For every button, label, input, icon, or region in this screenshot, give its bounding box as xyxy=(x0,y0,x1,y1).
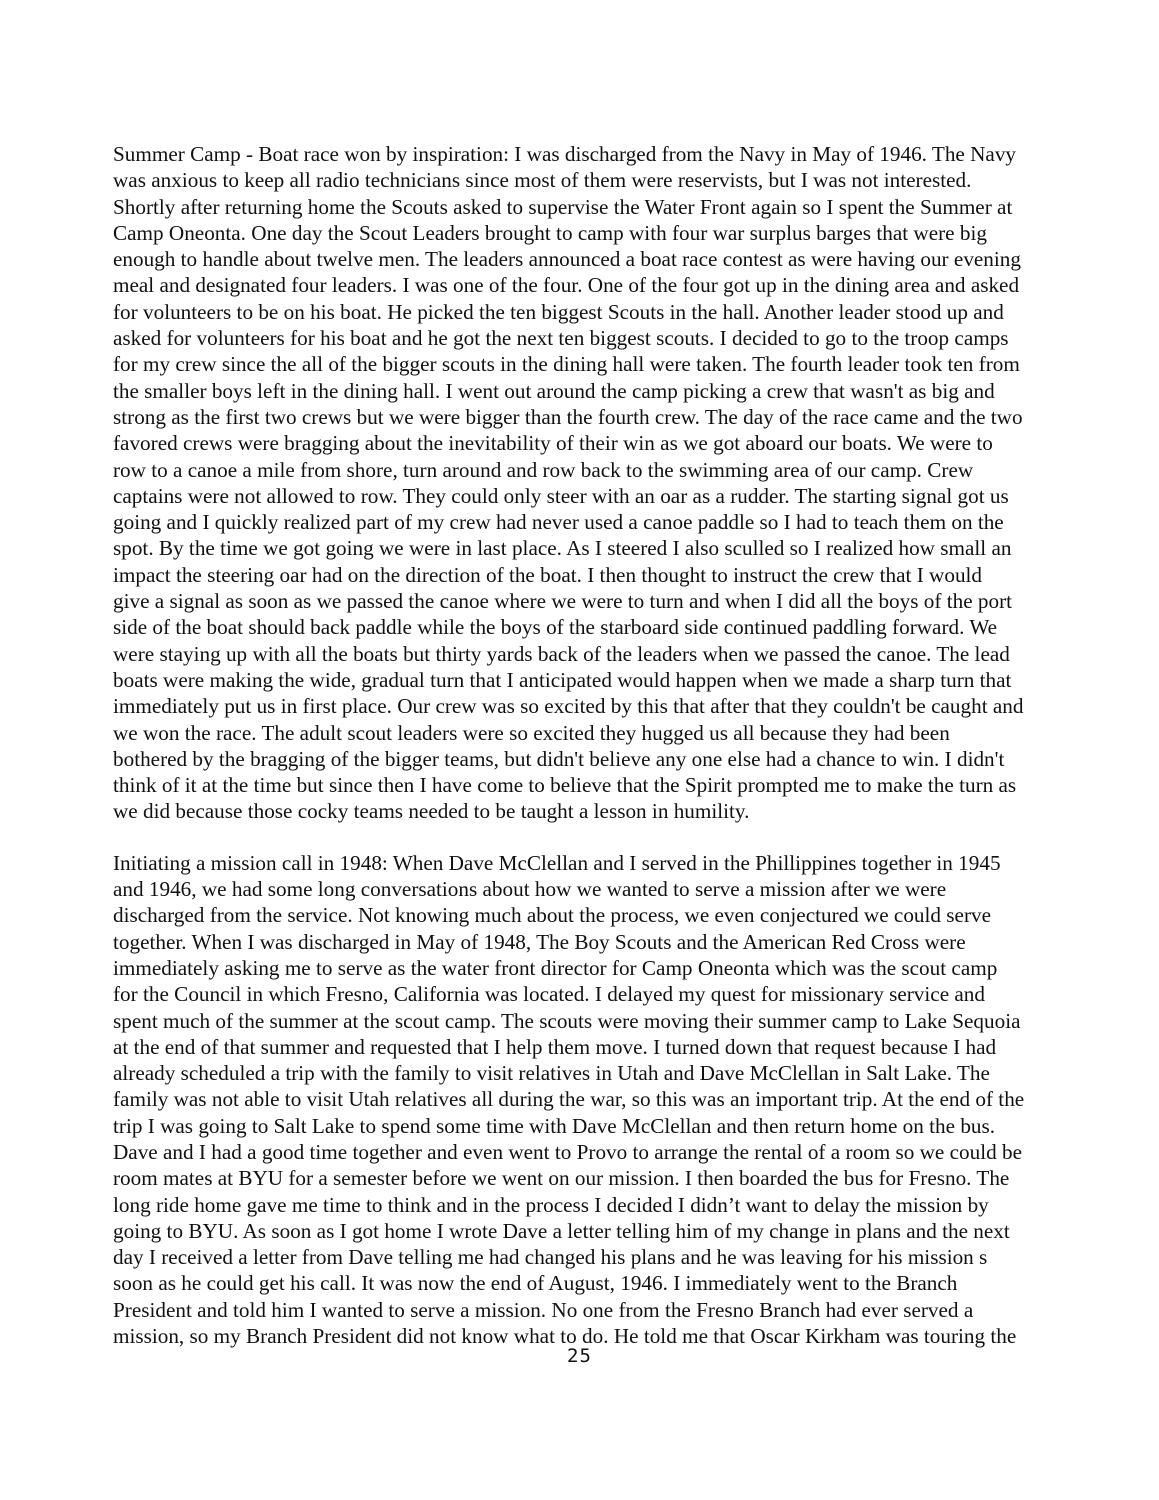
body-text xyxy=(113,141,1103,1349)
page-number: 25 xyxy=(567,1345,592,1367)
paragraph-mission-call: Initiating a mission call in 1948: When Dave McClellan and I served in the Phillippines together in 1945 and 1946, we had some long conversations about how we wanted to serve a mission after we were discharged from the service. Not knowing much about the process, we even conjectured we could serve together. When I was discharged in May of 1948, The Boy Scouts and the American Red Cross were immediately asking me to serve as the water front director for Camp Oneonta which was the scout camp for the Council in which Fresno, California was located. I delayed my quest for missionary service and spent much of the summer at the scout camp. The scouts were moving their summer camp to Lake Sequoia at the end of that summer and requested that I help them move. I turned down that request because I had already scheduled a trip with the family to visit relatives in Utah and Dave McClellan in Salt Lake. The family was not able to visit Utah relatives all during the war, so this was an important trip. At the end of the trip I was going to Salt Lake to spend some time with Dave McClellan and then return home on the bus. Dave and I had a good time together and even went to Provo to arrange the rental of a room so we could be room mates at BYU for a semester before we went on our mission. I then boarded the bus for Fresno. The long ride home gave me time to think and in the process I decided I didn’t want to delay the mission by going to BYU. As soon as I got home I wrote Dave a letter telling him of my change in plans and the next day I received a letter from Dave telling me had changed his plans and he was leaving for his mission s soon as he could get his call. It was now the end of August, 1946. I immediately went to the Branch President and told him I wanted to serve a mission. No one from the Fresno Branch had ever served a mission, so my Branch President did not know what to do. He told me that Oscar Kirkham was touring the xyxy=(113,850,1025,1349)
paragraph-boat-race: Summer Camp - Boat race won by inspiration: I was discharged from the Navy in May of 1946. The Navy was anxious to keep all radio technicians since most of them were reservists, but I was not interested. Shortly after returning home the Scouts asked to supervise the Water Front again so I spent the Summer at Camp Oneonta. One day the Scout Leaders brought to camp with four war surplus barges that were big enough to handle about twelve men. The leaders announced a boat race contest as were having our evening meal and designated four leaders. I was one of the four. One of the four got up in the dining area and asked for volunteers to be on his boat. He picked the ten biggest Scouts in the hall. Another leader stood up and asked for volunteers for his boat and he got the next ten biggest scouts. I decided to go to the troop camps for my crew since the all of the bigger scouts in the dining hall were taken. The fourth leader took ten from the smaller boys left in the dining hall. I went out around the camp picking a crew that wasn't as big and strong as the first two crews but we were bigger than the fourth crew. The day of the race came and the two favored crews were bragging about the inevitability of their win as we got aboard our boats. We were to row to a canoe a mile from shore, turn around and row back to the swimming area of our camp. Crew captains were not allowed to row. They could only steer with an oar as a rudder. The starting signal got us going and I quickly realized part of my crew had never used a canoe paddle so I had to teach them on the spot. By the time we got going we were in last place. As I steered I also sculled so I realized how small an impact the steering oar had on the direction of the boat. I then thought to instruct the crew that I would give a signal as soon as we passed the canoe where we were to turn and when I did all the boys of the port side of the boat should back paddle while the boys of the starboard side continued paddling forward. We were staying up with all the boats but thirty yards back of the leaders when we passed the canoe. The lead boats were making the wide, gradual turn that I anticipated would happen when we made a sharp turn that immediately put us in first place. Our crew was so excited by this that after that they couldn't be caught and we won the race. The adult scout leaders were so excited they hugged us all because they had been bothered by the bragging of the bigger teams, but didn't believe any one else had a chance to win. I didn't think of it at the time but since then I have come to believe that the Spirit prompted me to make the turn as we did because those cocky teams needed to be taught a lesson in humility. xyxy=(113,142,1024,824)
